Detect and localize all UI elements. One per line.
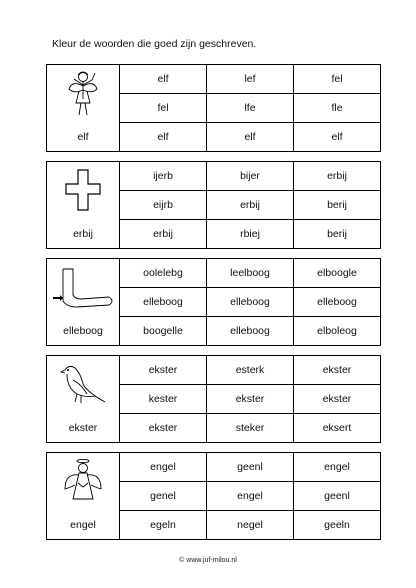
- target-word: erbij: [47, 220, 120, 249]
- word-option[interactable]: fel: [120, 94, 207, 123]
- word-option[interactable]: elf: [207, 123, 294, 152]
- word-block-elleboog: [46, 258, 381, 346]
- word-option[interactable]: eksert: [294, 414, 381, 443]
- word-option[interactable]: geeln: [294, 511, 381, 540]
- word-option[interactable]: erbij: [120, 220, 207, 249]
- word-option[interactable]: engel: [120, 453, 207, 482]
- word-option[interactable]: fle: [294, 94, 381, 123]
- word-option[interactable]: ekster: [294, 356, 381, 385]
- picture-cell: [47, 259, 120, 317]
- word-option[interactable]: leelboog: [207, 259, 294, 288]
- arm-elbow-icon: [51, 263, 115, 311]
- picture-cell: [47, 65, 120, 123]
- instruction-text: Kleur de woorden die goed zijn geschreven.: [52, 38, 257, 50]
- word-option[interactable]: rbiej: [207, 220, 294, 249]
- word-option[interactable]: lef: [207, 65, 294, 94]
- word-option[interactable]: ekster: [294, 385, 381, 414]
- angel-icon: [61, 457, 105, 507]
- word-option[interactable]: ekster: [120, 414, 207, 443]
- picture-cell: [47, 162, 120, 220]
- word-option[interactable]: eijrb: [120, 191, 207, 220]
- fairy-icon: [63, 69, 103, 119]
- magpie-bird-icon: [57, 360, 109, 410]
- picture-cell: [47, 453, 120, 511]
- word-option[interactable]: elboogle: [294, 259, 381, 288]
- word-option[interactable]: steker: [207, 414, 294, 443]
- word-option[interactable]: kester: [120, 385, 207, 414]
- word-option[interactable]: erbij: [207, 191, 294, 220]
- word-option[interactable]: genel: [120, 482, 207, 511]
- word-option[interactable]: boogelle: [120, 317, 207, 346]
- word-option[interactable]: elboleog: [294, 317, 381, 346]
- word-option[interactable]: elf: [120, 123, 207, 152]
- word-option[interactable]: ekster: [207, 385, 294, 414]
- word-block-elf: [46, 64, 381, 152]
- footer-copyright: © www.juf-milou.nl: [179, 557, 237, 564]
- target-word: elf: [47, 123, 120, 152]
- word-block-engel: [46, 452, 381, 540]
- word-option[interactable]: engel: [294, 453, 381, 482]
- word-option[interactable]: elleboog: [207, 317, 294, 346]
- word-block-ekster: [46, 355, 381, 443]
- target-word: ekster: [47, 414, 120, 443]
- word-option[interactable]: oolelebg: [120, 259, 207, 288]
- word-option[interactable]: lfe: [207, 94, 294, 123]
- word-option[interactable]: negel: [207, 511, 294, 540]
- word-option[interactable]: geenl: [294, 482, 381, 511]
- word-option[interactable]: berij: [294, 191, 381, 220]
- plus-cross-icon: [63, 166, 103, 214]
- word-option[interactable]: geenl: [207, 453, 294, 482]
- word-option[interactable]: ijerb: [120, 162, 207, 191]
- word-option[interactable]: bijer: [207, 162, 294, 191]
- word-option[interactable]: elf: [120, 65, 207, 94]
- target-word: engel: [47, 511, 120, 540]
- word-option[interactable]: ekster: [120, 356, 207, 385]
- word-option[interactable]: berij: [294, 220, 381, 249]
- word-option[interactable]: engel: [207, 482, 294, 511]
- target-word: elleboog: [47, 317, 120, 346]
- word-block-erbij: [46, 161, 381, 249]
- word-option[interactable]: elleboog: [120, 288, 207, 317]
- word-option[interactable]: egeln: [120, 511, 207, 540]
- word-option[interactable]: elf: [294, 123, 381, 152]
- word-option[interactable]: elleboog: [207, 288, 294, 317]
- word-option[interactable]: elleboog: [294, 288, 381, 317]
- word-option[interactable]: fel: [294, 65, 381, 94]
- word-option[interactable]: erbij: [294, 162, 381, 191]
- word-option[interactable]: esterk: [207, 356, 294, 385]
- picture-cell: [47, 356, 120, 414]
